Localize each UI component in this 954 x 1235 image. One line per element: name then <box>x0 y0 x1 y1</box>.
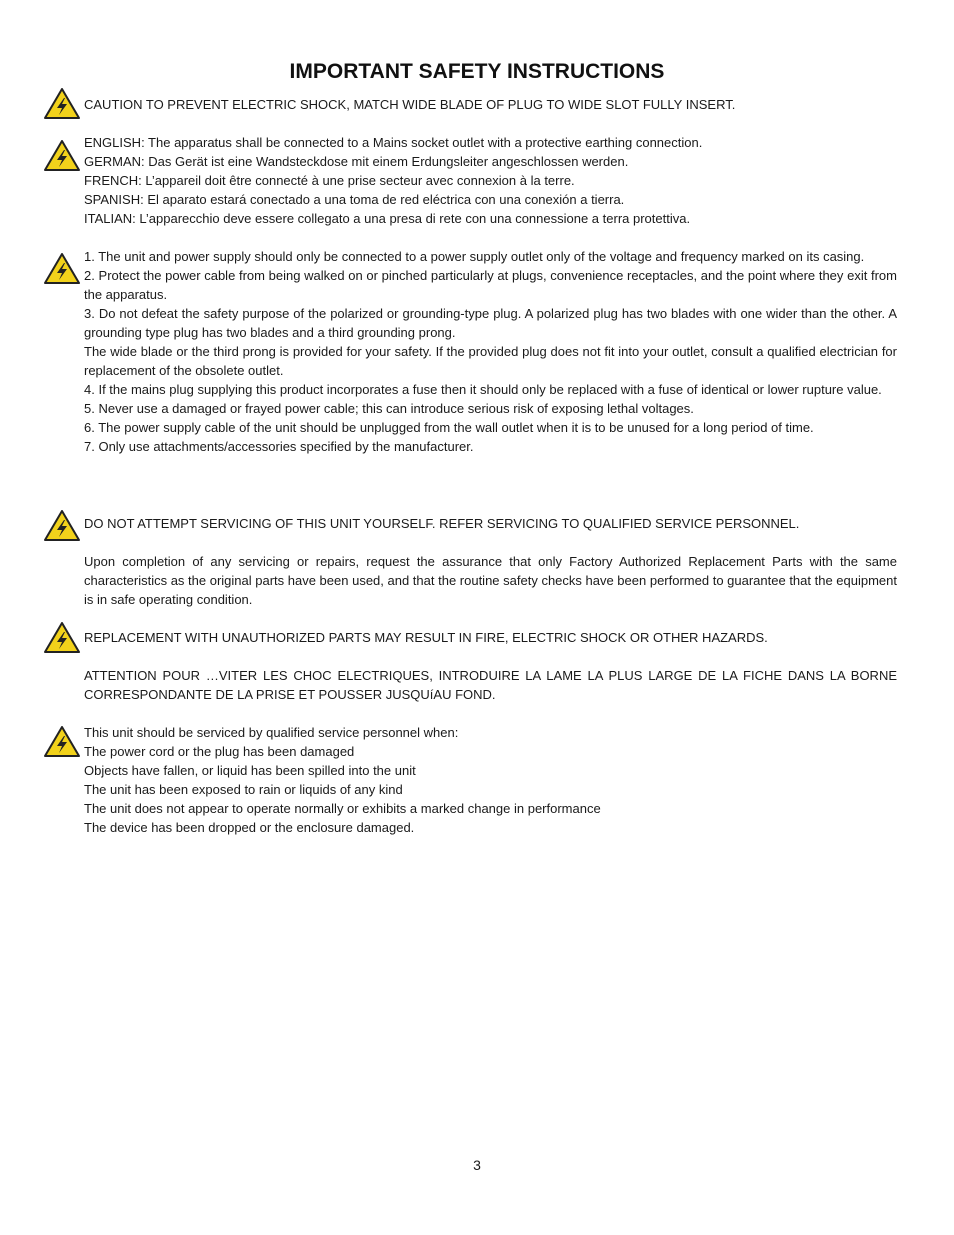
instruction-item: 2. Protect the power cable from being walked on or pinched particularly at plugs, convenience receptacles, and the point where they exit from the apparatus. <box>84 268 897 302</box>
instruction-item: 4. If the mains plug supplying this product incorporates a fuse then it should only be replaced with a fuse of identical or lower rupture value. <box>84 382 882 397</box>
completion-paragraph <box>84 552 897 609</box>
attention-french-paragraph <box>84 666 897 704</box>
instruction-item: 7. Only use attachments/accessories specified by the manufacturer. <box>84 439 474 454</box>
instruction-item: 3. Do not defeat the safety purpose of the polarized or grounding-type plug. A polarized plug has two blades with one wider than the other. A grounding type plug has two blades and a third grounding prong. <box>84 306 897 340</box>
page-number: 3 <box>473 1157 481 1173</box>
service-conditions-list <box>84 723 897 837</box>
electric-shock-warning-icon <box>43 252 81 285</box>
instruction-item: 6. The power supply cable of the unit should be unplugged from the wall outlet when it is to be unused for a long period of time. <box>84 420 814 435</box>
language-line-german: GERMAN: Das Gerät ist eine Wandsteckdose mit einem Erdungsleiter angeschlossen werden. <box>84 154 629 169</box>
electric-shock-warning-icon <box>43 509 81 542</box>
attention-french-text: ATTENTION POUR …VITER LES CHOC ELECTRIQUES, INTRODUIRE LA LAME LA PLUS LARGE DE LA FICHE DANS LA BORNE CORRESPONDANTE DE LA PRISE ET POUSSER JUSQUíAU FOND. <box>84 668 897 702</box>
instruction-item: 1. The unit and power supply should only be connected to a power supply outlet only of the voltage and frequency marked on its casing. <box>84 249 865 264</box>
language-line-spanish: SPANISH: El aparato estará conectado a una toma de red eléctrica con una conexión a tierra. <box>84 192 625 207</box>
replacement-warning-line: REPLACEMENT WITH UNAUTHORIZED PARTS MAY RESULT IN FIRE, ELECTRIC SHOCK OR OTHER HAZARDS. <box>84 630 768 645</box>
page-title: IMPORTANT SAFETY INSTRUCTIONS <box>289 60 665 83</box>
service-condition-item: The device has been dropped or the enclosure damaged. <box>84 820 415 835</box>
caution-plug-line: CAUTION TO PREVENT ELECTRIC SHOCK, MATCH WIDE BLADE OF PLUG TO WIDE SLOT FULLY INSERT. <box>84 97 736 112</box>
no-servicing-text <box>84 514 897 533</box>
service-condition-item: Objects have fallen, or liquid has been spilled into the unit <box>84 763 416 778</box>
language-line-french: FRENCH: L’appareil doit être connecté à une prise secteur avec connexion à la terre. <box>84 173 575 188</box>
language-line-english: ENGLISH: The apparatus shall be connected to a Mains socket outlet with a protective earthing connection. <box>84 135 703 150</box>
electric-shock-warning-icon <box>43 139 81 172</box>
service-condition-item: The unit does not appear to operate normally or exhibits a marked change in performance <box>84 801 601 816</box>
electric-shock-warning-icon <box>43 725 81 758</box>
instruction-item: The wide blade or the third prong is provided for your safety. If the provided plug does not fit into your outlet, consult a qualified electrician for replacement of the obsolete outlet. <box>84 344 897 378</box>
language-line-italian: ITALIAN: L’apparecchio deve essere collegato a una presa di rete con una connessione a terra protettiva. <box>84 211 691 226</box>
language-earthing-block <box>84 133 897 228</box>
caution-plug-text <box>84 95 897 114</box>
electric-shock-warning-icon <box>43 621 81 654</box>
instruction-item: 5. Never use a damaged or frayed power cable; this can introduce serious risk of exposing lethal voltages. <box>84 401 694 416</box>
no-servicing-line: DO NOT ATTEMPT SERVICING OF THIS UNIT YOURSELF. REFER SERVICING TO QUALIFIED SERVICE PERSONNEL. <box>84 516 800 531</box>
replacement-warning-text <box>84 628 897 647</box>
numbered-instructions <box>84 247 897 456</box>
service-condition-item: The power cord or the plug has been damaged <box>84 744 355 759</box>
service-condition-item: The unit has been exposed to rain or liquids of any kind <box>84 782 403 797</box>
completion-text: Upon completion of any servicing or repairs, request the assurance that only Factory Authorized Replacement Parts with the same characteristics as the original parts have been used, and that the routine safety checks have been performed to guarantee that the equipment is in safe operating condition. <box>84 554 898 607</box>
electric-shock-warning-icon <box>43 87 81 120</box>
service-conditions-intro: This unit should be serviced by qualified service personnel when: <box>84 725 459 740</box>
